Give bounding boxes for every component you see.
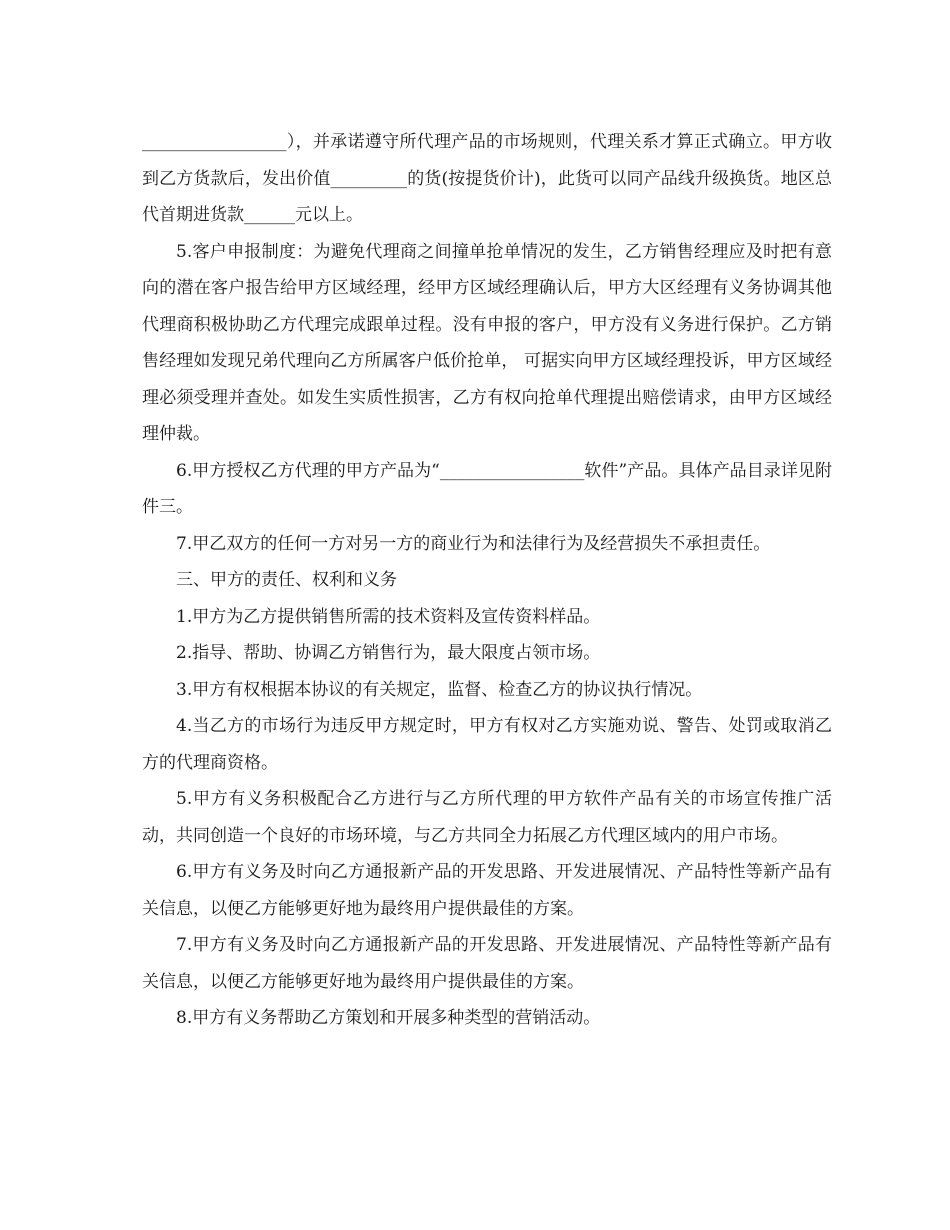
paragraph-clause-3-4: 4.当乙方的市场行为违反甲方规定时，甲方有权对乙方实施劝说、警告、处罚或取消乙方的代理商资格。 [142,716,832,773]
paragraph-clause-3-8: 8.甲方有义务帮助乙方策划和开展多种类型的营销活动。 [176,1008,601,1028]
section-heading-3: 三、甲方的责任、权利和义务 [176,570,397,590]
paragraph-clause-2-5: 5.客户申报制度：为避免代理商之间撞单抢单情况的发生，乙方销售经理应及时把有意向的潜在客户报告给甲方区域经理，经甲方区域经理确认后，甲方大区经理有义务协调其他代理商积极协助乙方代理完成跟单过程。没有申报的客户，甲方没有义务进行保护。乙方销售经理如发现兄弟代理向乙方所属客户低价抢单， 可据实向甲方区域经理投诉，甲方区域经理必须受理并查处。如发生实质性损害，乙方有权向抢单代理提出赔偿请求，由甲方区域经理仲裁。 [142,241,832,444]
paragraph-clause-2-6: 6.甲方授权乙方代理的甲方产品为“_________________软件”产品。具体产品目录详见附件三。 [142,460,832,517]
paragraph-clause-3-7: 7.甲方有义务及时向乙方通报新产品的开发思路、开发进展情况、产品特性等新产品有关信息，以便乙方能够更好地为最终用户提供最佳的方案。 [142,935,832,992]
paragraph-clause-2-7: 7.甲乙双方的任何一方对另一方的商业行为和法律行为及经营损失不承担责任。 [176,533,771,554]
paragraph-clause-3-5: 5.甲方有义务积极配合乙方进行与乙方所代理的甲方软件产品有关的市场宣传推广活动，共同创造一个良好的市场环境，与乙方共同全力拓展乙方代理区域内的用户市场。 [142,789,832,846]
document-body [142,124,832,1037]
paragraph-clause-3-3: 3.甲方有权根据本协议的有关规定，监督、检查乙方的协议执行情况。 [176,679,703,700]
paragraph-clause-3-2: 2.指导、帮助、协调乙方销售行为，最大限度占领市场。 [176,643,601,663]
paragraph-clause-3-6: 6.甲方有义务及时向乙方通报新产品的开发思路、开发进展情况、产品特性等新产品有关信息，以便乙方能够更好地为最终用户提供最佳的方案。 [142,862,832,919]
paragraph-clause-3-1: 1.甲方为乙方提供销售所需的技术资料及宣传资料样品。 [176,606,601,627]
paragraph-continuation: _________________），并承诺遵守所代理产品的市场规则，代理关系才算正式确立。甲方收到乙方货款后，发出价值_________的货(按提货价计)，此货可以同产品线升级换货。地区总代首期进货款______元以上。 [142,132,832,225]
